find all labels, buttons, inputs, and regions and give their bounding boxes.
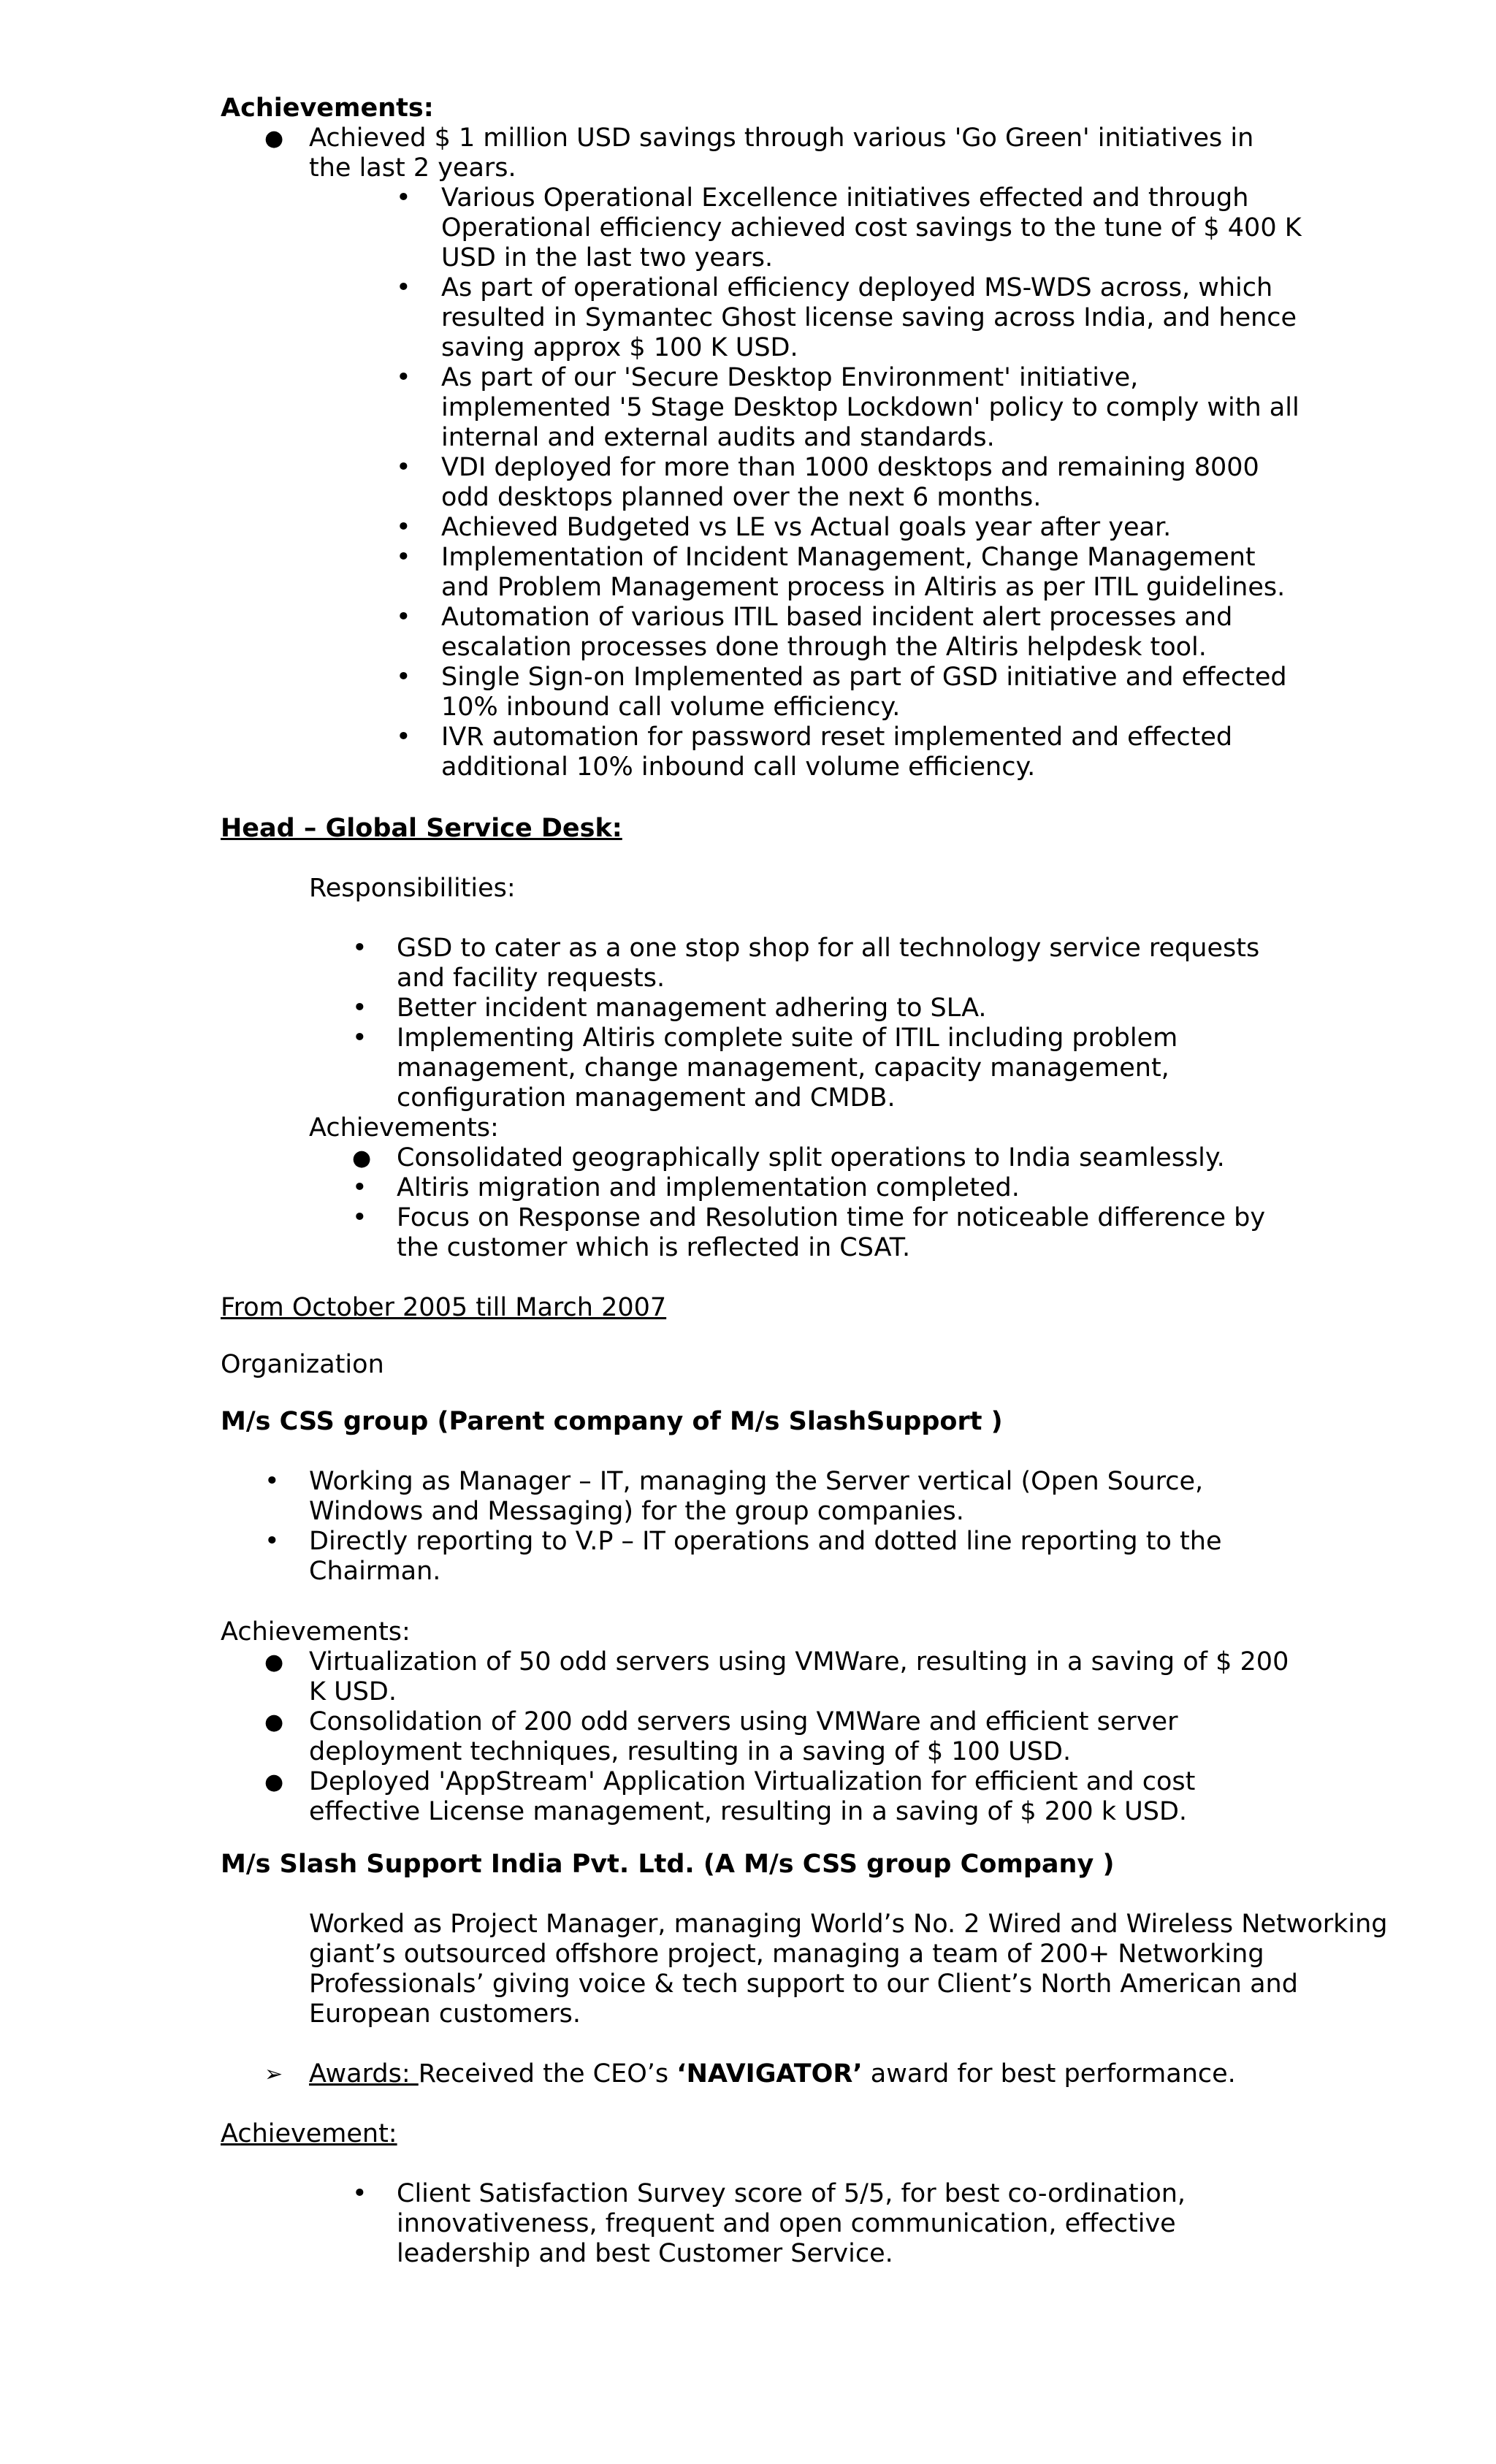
achievements-sublist: [221, 183, 1302, 782]
responsibilities-label: Responsibilities:: [309, 874, 516, 903]
list-item: • Implementation of Incident Management, Change Management and Problem Management process in Altiris as per ITIL guidelines.: [221, 543, 1302, 603]
list-item: • Automation of various ITIL based incident alert processes and escalation processes done through the Altiris helpdesk tool.: [221, 603, 1302, 663]
gsd-achievements-list: [221, 1143, 1302, 1263]
responsibilities-list: [221, 934, 1302, 1113]
awards-list: [221, 2059, 1302, 2089]
list-item: ● Consolidation of 200 odd servers using VMWare and efficient server deployment techniques, resulting in a saving of $ 100 USD.: [221, 1707, 1302, 1767]
list-item: • Directly reporting to V.P – IT operations and dotted line reporting to the Chairman.: [221, 1527, 1302, 1587]
final-achievement-list: [221, 2179, 1302, 2269]
list-item: • Client Satisfaction Survey score of 5/5, for best co-ordination, innovativeness, frequent and open communication, effective leadership and best Customer Service.: [221, 2179, 1302, 2269]
achievements-heading: Achievements:: [221, 94, 434, 123]
awards-item: [221, 2059, 1302, 2089]
list-item: • Altiris migration and implementation completed.: [221, 1173, 1302, 1203]
company-heading-2: M/s Slash Support India Pvt. Ltd. (A M/s CSS group Company ): [221, 1850, 1115, 1879]
list-item: • Single Sign-on Implemented as part of GSD initiative and effected 10% inbound call volume efficiency.: [221, 663, 1302, 722]
company-heading: M/s CSS group (Parent company of M/s SlashSupport ): [221, 1407, 1003, 1436]
list-item: • Focus on Response and Resolution time for noticeable difference by the customer which is reflected in CSAT.: [221, 1203, 1302, 1263]
list-item: ● Achieved $ 1 million USD savings through various 'Go Green' initiatives in the last 2 years.: [221, 123, 1302, 183]
list-item: • GSD to cater as a one stop shop for all technology service requests and facility requests.: [221, 934, 1302, 993]
list-item: • VDI deployed for more than 1000 desktops and remaining 8000 odd desktops planned over the next 6 months.: [221, 453, 1302, 513]
awards-text-post: award for best performance.: [862, 2059, 1236, 2089]
list-item: ● Consolidated geographically split operations to India seamlessly.: [221, 1143, 1302, 1173]
role-list: [221, 1467, 1302, 1587]
list-item: • IVR automation for password reset implemented and effected additional 10% inbound call volume efficiency.: [221, 722, 1302, 782]
award-name: ‘NAVIGATOR’: [676, 2059, 863, 2089]
list-item: • Implementing Altiris complete suite of ITIL including problem management, change management, capacity management, configuration management and CMDB.: [221, 1023, 1302, 1113]
organization-label: Organization: [221, 1350, 384, 1379]
list-item: • Various Operational Excellence initiatives effected and through Operational efficiency achieved cost savings to the tune of $ 400 K USD in the last two years.: [221, 183, 1302, 273]
gsd-achievements-label: Achievements:: [309, 1113, 499, 1143]
list-item: • Achieved Budgeted vs LE vs Actual goals year after year.: [221, 513, 1302, 543]
css-achievements-list: [221, 1647, 1302, 1827]
gsd-heading: Head – Global Service Desk:: [221, 814, 622, 843]
awards-text-pre: Received the CEO’s: [418, 2059, 677, 2089]
achievements-list: [221, 123, 1302, 183]
awards-label: Awards:: [309, 2059, 419, 2089]
list-item: ● Deployed 'AppStream' Application Virtualization for efficient and cost effective License management, resulting in a saving of $ 200 k USD.: [221, 1767, 1302, 1827]
period-text: From October 2005 till March 2007: [221, 1293, 667, 1322]
css-achievements-label: Achievements:: [221, 1617, 411, 1647]
list-item: • Better incident management adhering to SLA.: [221, 993, 1302, 1023]
list-item: • Working as Manager – IT, managing the Server vertical (Open Source, Windows and Messaging) for the group companies.: [221, 1467, 1302, 1527]
list-item: ● Virtualization of 50 odd servers using VMWare, resulting in a saving of $ 200 K USD.: [221, 1647, 1302, 1707]
list-item: • As part of operational efficiency deployed MS-WDS across, which resulted in Symantec Ghost license saving across India, and hence saving approx $ 100 K USD.: [221, 273, 1302, 363]
achievement-label: Achievement:: [221, 2119, 397, 2148]
project-description: Worked as Project Manager, managing World’s No. 2 Wired and Wireless Networking giant’s outsourced offshore project, managing a team of 200+ Networking Professionals’ giving voice & tech support to our Client’s North American and European customers.: [309, 1910, 1388, 2029]
list-item: • As part of our 'Secure Desktop Environment' initiative, implemented '5 Stage Desktop Lockdown' policy to comply with all internal and external audits and standards.: [221, 363, 1302, 453]
